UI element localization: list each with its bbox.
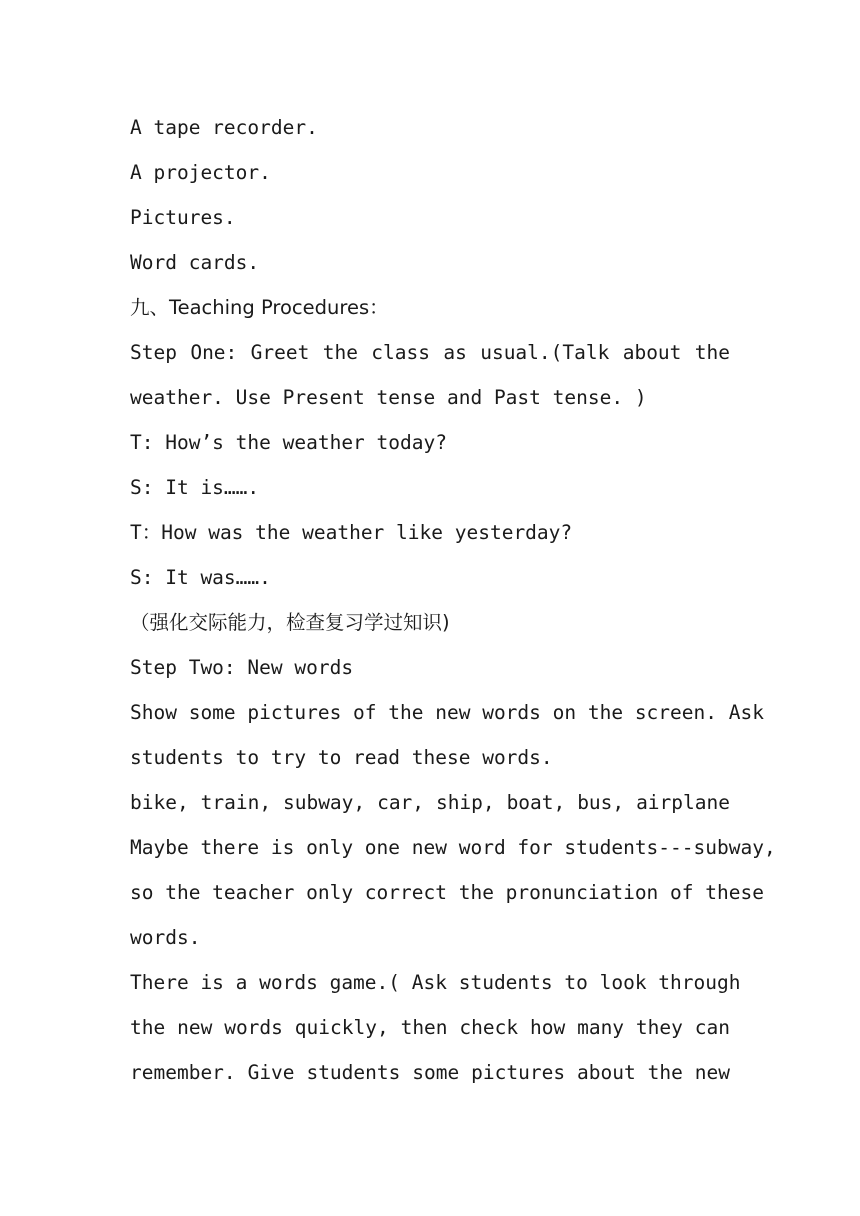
text-line: A projector.	[130, 161, 271, 184]
dialogue-line: S: It is…….	[130, 476, 260, 499]
text-line: Show some pictures of the new words on the screen. Ask	[130, 701, 764, 724]
text-line: There is a words game.( Ask students to look through	[130, 971, 741, 994]
text-line: words.	[130, 926, 201, 949]
dialogue-line: S: It was…….	[130, 566, 271, 589]
text-line: Step One: Greet the class as usual.(Talk about the	[130, 341, 730, 364]
text-line: remember. Give students some pictures about the new	[130, 1061, 730, 1084]
text-line: Maybe there is only one new word for students---subway,	[130, 836, 776, 859]
text-line: A tape recorder.	[130, 116, 318, 139]
text-line: students to try to read these words.	[130, 746, 553, 769]
dialogue-line: T：How was the weather like yesterday?	[130, 521, 573, 544]
text-line: Word cards.	[130, 251, 260, 274]
text-line: Pictures.	[130, 206, 236, 229]
text-line: so the teacher only correct the pronunciation of these	[130, 881, 764, 904]
word-list-line: bike, train, subway, car, ship, boat, bus, airplane	[130, 791, 730, 814]
section-heading: 九、Teaching Procedures：	[130, 296, 389, 319]
text-line: the new words quickly, then check how many they can	[130, 1016, 730, 1039]
chinese-note: （强化交际能力，检查复习学过知识)	[130, 611, 450, 634]
document-body	[130, 112, 776, 1102]
dialogue-line: T: How’s the weather today?	[130, 431, 447, 454]
step-heading: Step Two: New words	[130, 656, 354, 679]
text-line: weather. Use Present tense and Past tense. )	[130, 386, 647, 409]
